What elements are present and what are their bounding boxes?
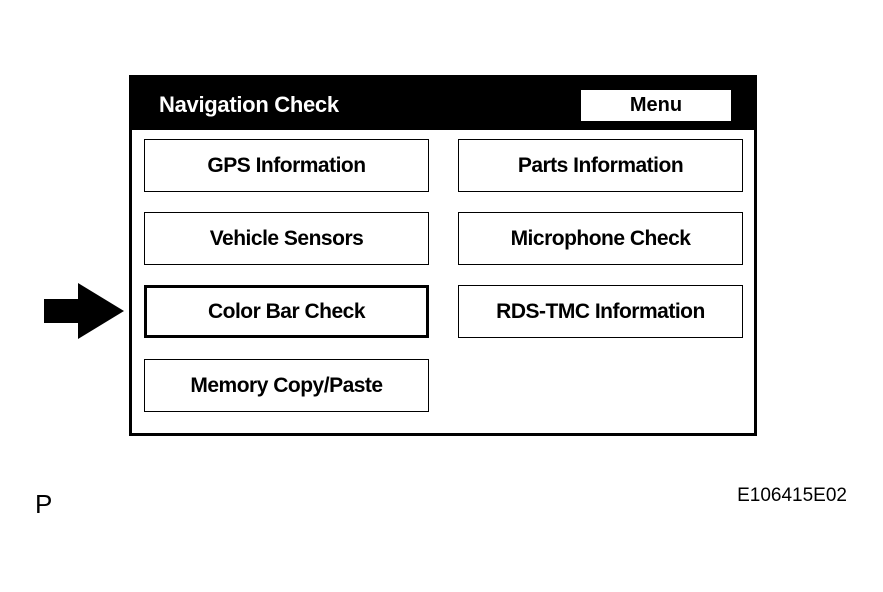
arrow-right-icon [44, 283, 124, 339]
screen-title: Navigation Check [159, 92, 339, 117]
gps-information-button[interactable]: GPS Information [144, 139, 429, 192]
memory-copy-paste-button[interactable]: Memory Copy/Paste [144, 359, 429, 412]
parts-information-button[interactable]: Parts Information [458, 139, 743, 192]
navigation-check-screen [129, 75, 757, 436]
panel-letter: P [35, 489, 53, 519]
microphone-check-button[interactable]: Microphone Check [458, 212, 743, 265]
rds-tmc-information-button[interactable]: RDS-TMC Information [458, 285, 743, 338]
title-bar [132, 78, 754, 130]
menu-button[interactable]: Menu [581, 90, 731, 121]
color-bar-check-button[interactable]: Color Bar Check [144, 285, 429, 338]
vehicle-sensors-button[interactable]: Vehicle Sensors [144, 212, 429, 265]
figure-code: E106415E02 [737, 485, 847, 506]
